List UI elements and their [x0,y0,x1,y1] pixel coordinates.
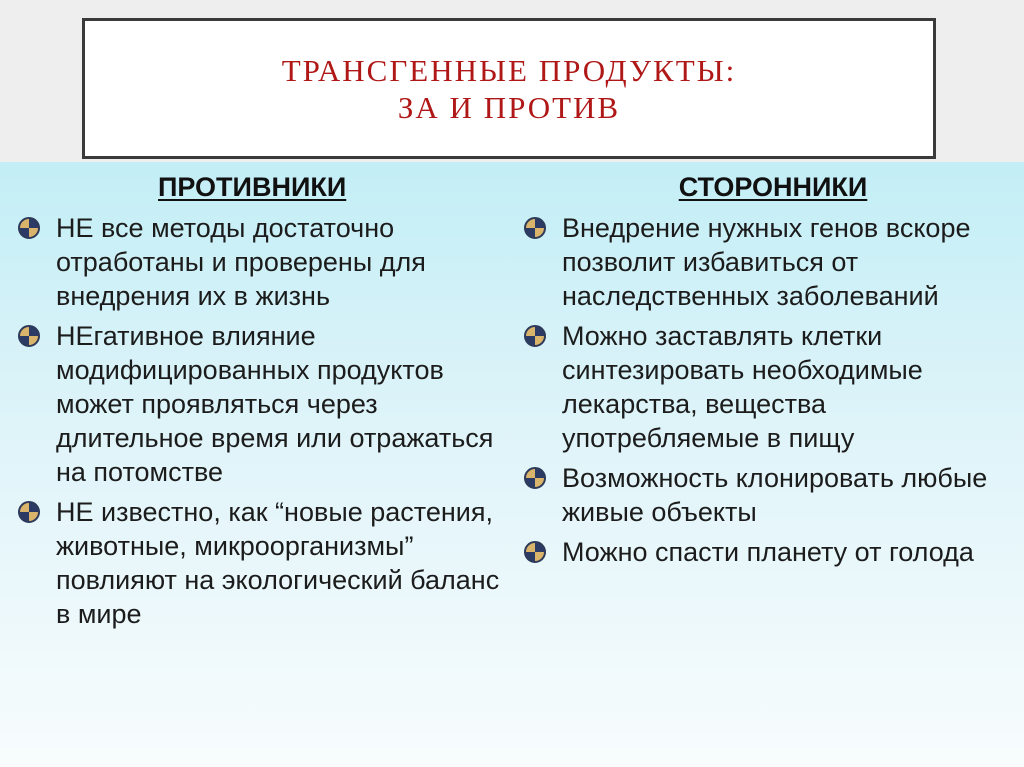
bullet-icon [18,501,40,523]
bullet-icon [524,217,546,239]
comparison-panel [0,162,1024,767]
supporters-column [524,172,1014,575]
bullet-icon [524,467,546,489]
bullet-icon [524,325,546,347]
list-item [524,461,1014,529]
list-item-text: Можно спасти планету от голода [562,537,974,567]
list-item-text: НЕ все методы достаточно отработаны и проверены для внедрения их в жизнь [56,213,426,311]
bullet-icon [18,217,40,239]
opponents-list [18,211,510,631]
list-item [18,211,510,313]
list-item-text: Можно заставлять клетки синтезировать необходимые лекарства, вещества употребляемые в пищу [562,321,923,453]
list-item-text: НЕ известно, как “новые растения, животные, микроорганизмы” повлияют на экологический баланс в мире [56,497,500,629]
opponents-column [18,172,510,637]
bullet-icon [18,325,40,347]
list-item [18,319,510,489]
list-item [524,319,1014,455]
bullet-icon [524,541,546,563]
list-item-text: НЕгативное влияние модифицированных продуктов может проявляться через длительное время или отражаться на потомстве [56,321,494,487]
slide-title-line2: ЗА И ПРОТИВ [397,89,621,125]
list-item [524,211,1014,313]
list-item [18,495,510,631]
list-item-text: Внедрение нужных генов вскоре позволит избавиться от наследственных заболеваний [562,213,971,311]
opponents-heading: ПРОТИВНИКИ [158,172,347,202]
slide-title-line1: ТРАНСГЕННЫЕ ПРОДУКТЫ: [281,52,737,88]
supporters-list [524,211,1014,569]
slide-title-box [82,18,936,159]
supporters-heading: СТОРОННИКИ [678,172,868,202]
list-item-text: Возможность клонировать любые живые объекты [562,463,988,527]
list-item [524,535,1014,569]
